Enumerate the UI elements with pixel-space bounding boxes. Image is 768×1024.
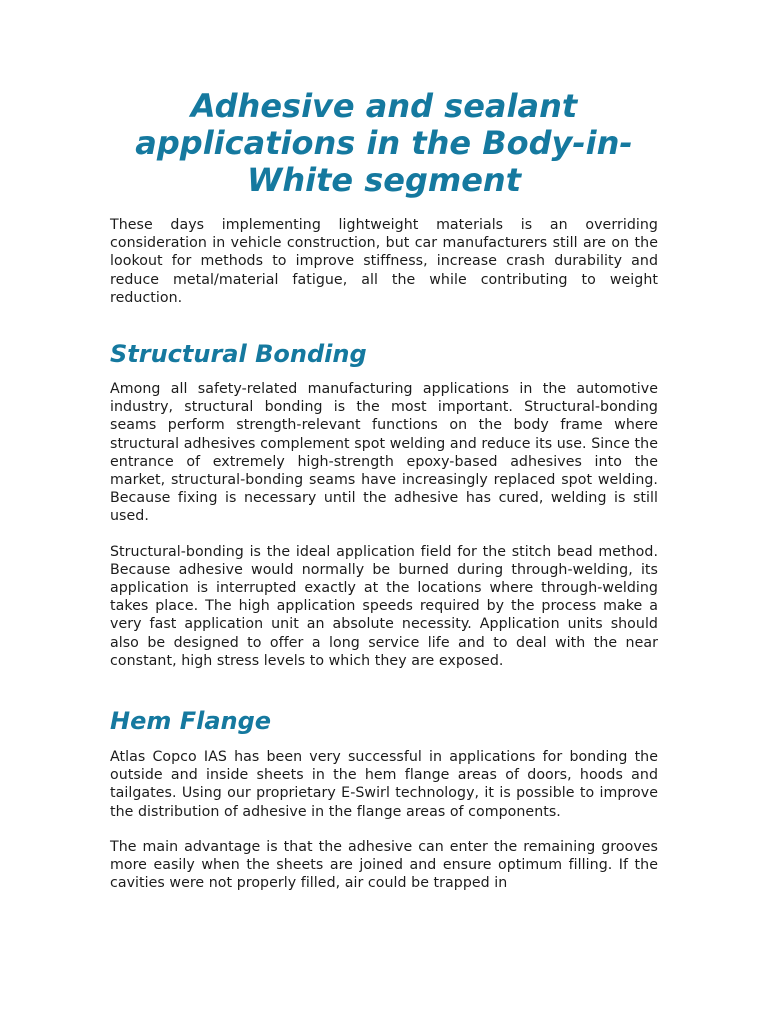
structural-bonding-paragraph-2: Structural-bonding is the ideal application field for the stitch bead method. Because adhesive would normally be burned during through-welding, its application is interrupted exactly at the locations where through-welding takes place. The high application speeds required by the process make a very fast application unit an absolute necessity. Application units should also be designed to offer a long service life and to deal with the near constant, high stress levels to which they are exposed. xyxy=(110,543,658,669)
document-page xyxy=(110,0,658,892)
structural-bonding-paragraph-1: Among all safety-related manufacturing applications in the automotive industry, structural bonding is the most important. Structural-bonding seams perform strength-relevant functions on the body frame where structural adhesives complement spot welding and reduce its use. Since the entrance of extremely high-strength epoxy-based adhesives into the market, structural-bonding seams have increasingly replaced spot welding. Because fixing is necessary until the adhesive has cured, welding is still used. xyxy=(110,381,658,525)
intro-paragraph: These days implementing lightweight materials is an overriding consideration in vehicle construction, but car manufacturers still are on the lookout for methods to improve stiffness, increase crash durability and reduce metal/material fatigue, all the while contributing to weight reduction. xyxy=(110,217,658,306)
document-title: Adhesive and sealant applications in the Body-in-White segment xyxy=(135,87,633,199)
section-heading-structural-bonding: Structural Bonding xyxy=(110,340,367,369)
section-heading-hem-flange: Hem Flange xyxy=(110,707,272,736)
hem-flange-paragraph-2: The main advantage is that the adhesive can enter the remaining grooves more easily when the sheets are joined and ensure optimum filling. If the cavities were not properly filled, air could be trapped in xyxy=(110,838,658,892)
hem-flange-paragraph-1: Atlas Copco IAS has been very successful in applications for bonding the outside and inside sheets in the hem flange areas of doors, hoods and tailgates. Using our proprietary E-Swirl technology, it is possible to improve the distribution of adhesive in the flange areas of components. xyxy=(110,749,658,820)
